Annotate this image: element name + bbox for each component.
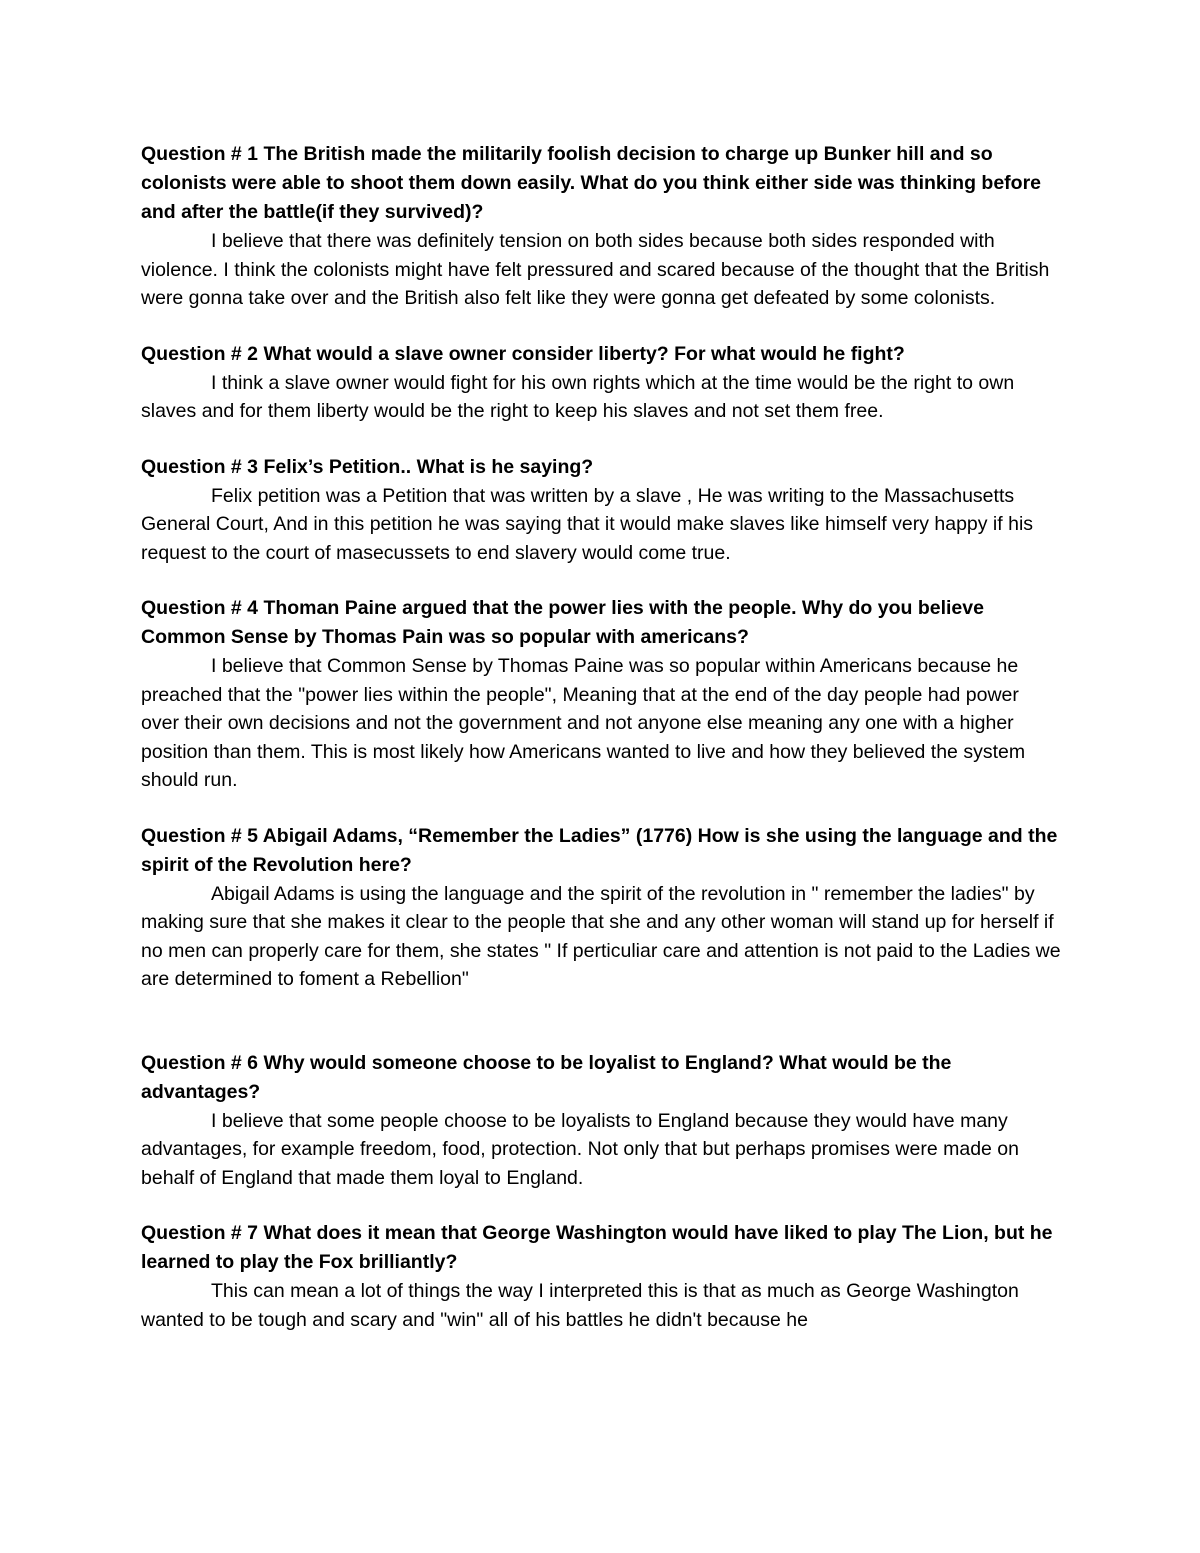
document-page	[141, 140, 1061, 1334]
question-block-1	[141, 140, 1061, 313]
question-4-heading: Question # 4 Thoman Paine argued that the power lies with the people. Why do you believe Common Sense by Thomas Pain was so popular with americans?	[141, 597, 984, 648]
question-1-heading: Question # 1 The British made the militarily foolish decision to charge up Bunker hill and so colonists were able to shoot them down easily. What do you think either side was thinking before and after the battle(if they survived)?	[141, 143, 1042, 223]
answer-1-text: I believe that there was definitely tension on both sides because both sides responded with violence. I think the colonists might have felt pressured and scared because of the thought that the British were gonna take over and the British also felt like they were gonna get defeated by some colonists.	[141, 230, 1050, 309]
question-5-heading: Question # 5 Abigail Adams, “Remember the Ladies” (1776) How is she using the language and the spirit of the Revolution here?	[141, 824, 1058, 876]
question-block-2	[141, 340, 1061, 426]
question-block-5	[141, 822, 1061, 994]
question-7-heading: Question # 7 What does it mean that George Washington would have liked to play The Lion, but he learned to play the Fox brilliantly?	[141, 1222, 1053, 1273]
answer-6-text: I believe that some people choose to be loyalists to England because they would have many advantages, for example freedom, food, protection. Not only that but perhaps promises were made on behalf of England that made them loyal to England.	[141, 1109, 1019, 1189]
spacer	[141, 567, 1061, 594]
spacer	[141, 426, 1061, 453]
answer-2-text: I think a slave owner would fight for his own rights which at the time would be the right to own slaves and for them liberty would be the right to keep his slaves and not set them free.	[141, 371, 1015, 422]
question-block-3	[141, 453, 1061, 568]
answer-5-text: Abigail Adams is using the language and the spirit of the revolution in " remember the ladies" by making sure that she makes it clear to the people that she and any other woman will stand up for herself if no men can properly care for them, she states " If perticuliar care and attention is not paid to the Ladies we are determined to foment a Rebellion"	[141, 882, 1061, 990]
question-6-heading: Question # 6 Why would someone choose to be loyalist to England? What would be the advantages?	[141, 1051, 952, 1103]
question-3-heading: Question # 3 Felix’s Petition.. What is he saying?	[141, 455, 594, 478]
spacer	[141, 994, 1061, 1049]
answer-3-text: Felix petition was a Petition that was written by a slave , He was writing to the Massachusetts General Court, And in this petition he was saying that it would make slaves like himself very happy if his request to the court of masecussets to end slavery would come true.	[141, 484, 1034, 564]
spacer	[141, 313, 1061, 340]
question-block-6	[141, 1049, 1061, 1193]
question-block-4	[141, 594, 1061, 795]
spacer	[141, 795, 1061, 822]
question-block-7	[141, 1219, 1061, 1334]
question-2-heading: Question # 2 What would a slave owner consider liberty? For what would he fight?	[141, 342, 905, 365]
spacer	[141, 1192, 1061, 1219]
answer-4-text: I believe that Common Sense by Thomas Paine was so popular within Americans because he preached that the "power lies within the people", Meaning that at the end of the day people had power over their own decisions and not the government and not anyone else meaning any one with a higher position than them. This is most likely how Americans wanted to live and how they believed the system should run.	[141, 655, 1026, 791]
answer-7-text: This can mean a lot of things the way I interpreted this is that as much as George Washington wanted to be tough and scary and "win" all of his battles he didn't because he	[141, 1280, 1019, 1331]
